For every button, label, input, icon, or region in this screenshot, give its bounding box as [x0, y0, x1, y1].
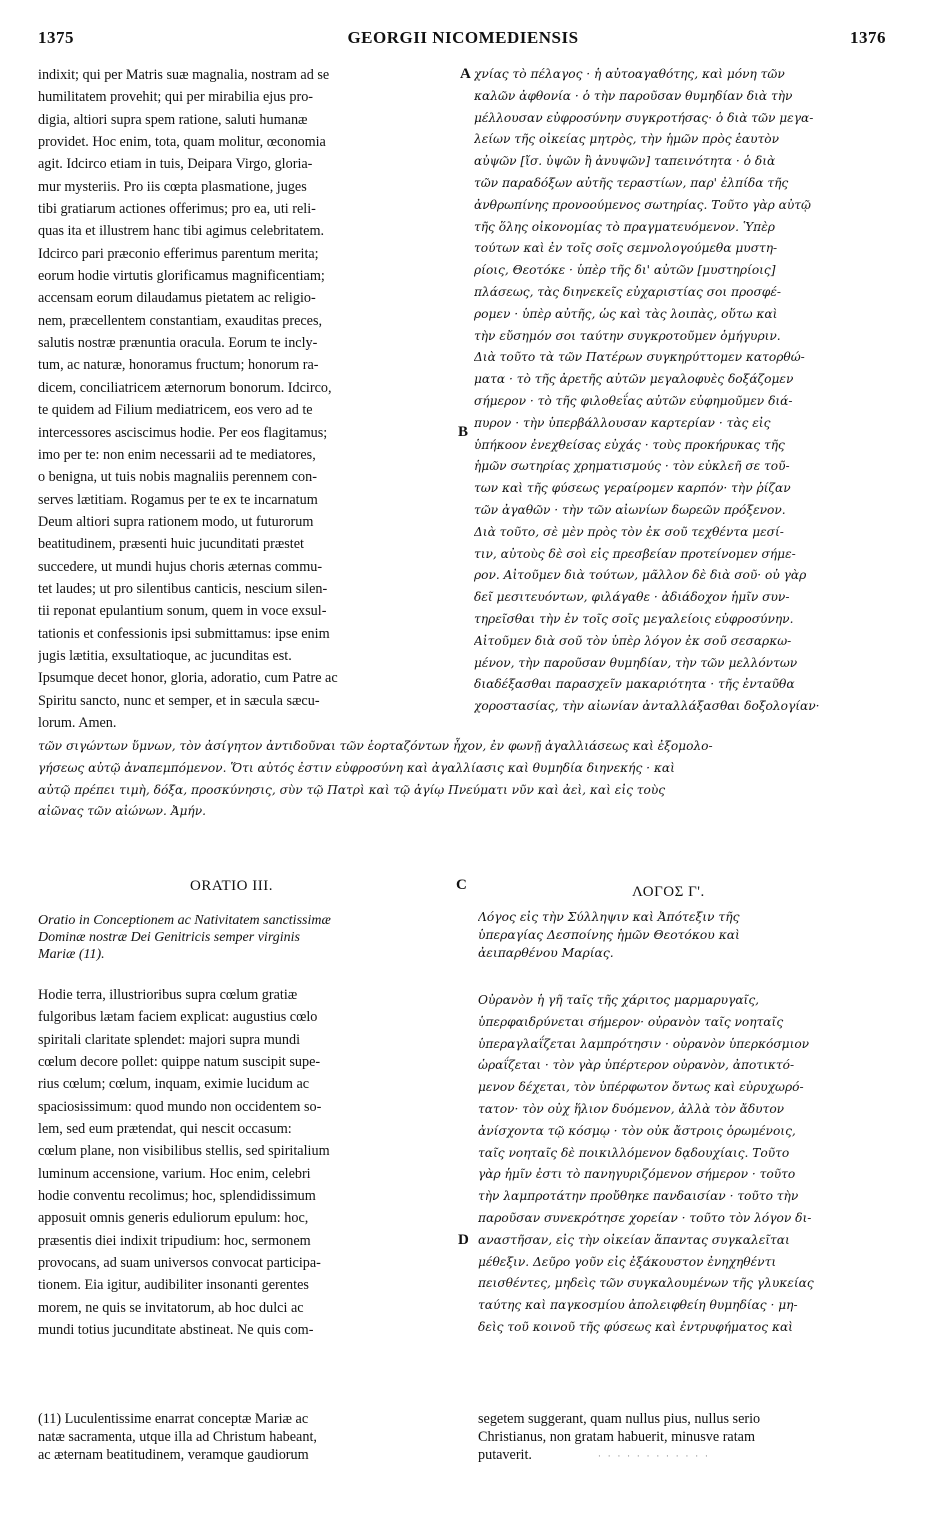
margin-letter-a: A	[460, 66, 471, 82]
greek-text-line: χνίας τὸ πέλαγος · ἡ αὐτοαγαθότης, καὶ μόνη τῶν	[474, 67, 785, 81]
greek-text-line: καλῶν ἀφθονία · ὁ τὴν παροῦσαν θυμηδίαν διὰ τὴν	[474, 88, 793, 103]
latin-subtitle-line: Mariæ (11).	[38, 947, 105, 962]
greek-text-line: ταῖς νοηταῖς δὲ ποικιλλόμενον δᾳδουχίαις. Τοῦτο	[478, 1145, 790, 1160]
oratio-greek-subtitle	[478, 908, 896, 962]
greek-text-line: ρομεν · ὑπὲρ αὐτῆς, ὡς καὶ τὰς λοιπὰς, οὕτω καὶ	[474, 306, 778, 321]
latin-text-line: Idcirco pari præconio efferimus parentum merita;	[38, 245, 319, 262]
latin-text-line: apposuit omnis generis eduliorum epulum: hoc,	[38, 1210, 309, 1227]
greek-text-line: γὰρ ἡμῖν ἐστι τὸ πανηγυριζόμενον σήμερον · τοῦτο	[478, 1167, 796, 1182]
greek-text-line: Διὰ τοῦτο τὰ τῶν Πατέρων συγκηρύττομεν κατορθώ-	[474, 350, 805, 365]
footnote-line: ac æternam beatitudinem, veramque gaudiorum	[38, 1447, 309, 1463]
latin-text-line: digia, altiori supra spem ratione, saluti humanæ	[38, 111, 308, 128]
latin-column-top	[38, 64, 458, 734]
running-title: GEORGII NICOMEDIENSIS	[347, 28, 579, 47]
latin-text-line: Ipsumque decet honor, gloria, adoratio, cum Patre ac	[38, 670, 338, 687]
oratio-greek-body	[478, 990, 896, 1339]
greek-text-line: πλάσεως, τὰς διηνεκεῖς εὐχαριστίας σοι προσφέ-	[474, 284, 781, 299]
greek-text-line: Αἰτοῦμεν διὰ σοῦ τὸν ὑπὲρ λόγον ἐκ σοῦ σεσαρκω-	[474, 633, 792, 648]
latin-subtitle-line: Oratio in Conceptionem ac Nativitatem sanctissimæ	[38, 913, 331, 928]
latin-text-line: salutis nostræ prænuntia oracula. Eorum te incly-	[38, 335, 318, 352]
greek-text-line: ἀνθρωπίνης προνοούμενος σωτηρίας. Τοῦτο γὰρ αὐτῷ	[474, 197, 811, 212]
page-number-left: 1375	[38, 28, 74, 47]
latin-text-line: te quidem ad Filium mediatricem, eos vero ad te	[38, 402, 313, 419]
latin-text-line: jugis lætitia, exsultatioque, ac jucunditas est.	[38, 647, 292, 664]
greek-text-line: τῶν σιγώντων ὕμνων, τὸν ἀσίγητον ἀντιδοῦναι τῶν ἑορταζόντων ἦχον, ἐν φωνῇ ἀγαλλιάσεως καὶ ἐξομολο-	[38, 739, 713, 753]
footnote-line: segetem suggerant, quam nullus pius, nullus serio	[478, 1411, 761, 1427]
latin-text-line: mundi totius jucunditate abstineat. Ne quis com-	[38, 1322, 314, 1339]
latin-text-line: beatitudinem, præsenti huic jucunditati præstet	[38, 536, 304, 553]
latin-text-line: fulgoribus lætam faciem explicat: augustius cœlo	[38, 1009, 318, 1026]
oratio-latin-subtitle	[38, 912, 458, 963]
greek-text-line: τηρεῖσθαι τὴν ἐν τοῖς σοῖς μεγαλείοις εὐφροσύνην.	[474, 611, 794, 626]
latin-text-line: lorum. Amen.	[38, 714, 117, 731]
greek-text-line: ταύτης καὶ παγκοσμίου ἀπολειφθείη θυμηδίας · μη-	[478, 1298, 798, 1313]
greek-text-line: ρίοις, Θεοτόκε · ὑπὲρ τῆς δι' αὐτῶν [μυστηρίοις]	[474, 263, 776, 278]
greek-text-line: τιν, αὐτοὺς δὲ σοὶ εἰς πρεσβείαν προτείνομεν σήμε-	[474, 546, 796, 561]
latin-text-line: provocans, ad suam universos convocat participa-	[38, 1255, 321, 1272]
greek-text-line: των καὶ τῆς φύσεως γεραίρομεν καρπόν· τὴν ῥίζαν	[474, 481, 791, 496]
greek-text-line: διαδέξασθαι παρασχεῖν μακαριότητα · τῆς ἐνταῦθα	[474, 677, 795, 692]
greek-text-line: μέλλουσαν εὐφροσύνην συγκροτήσας· ὁ διὰ τῶν μεγα-	[474, 110, 814, 125]
greek-text-line: γήσεως αὐτῷ ἀναπεμπόμενον. Ὅτι αὐτός ἐστιν εὐφροσύνη καὶ ἀγαλλίασις καὶ θυμηδία διηνεκής · καὶ	[38, 760, 675, 775]
latin-text-line: cœlum plane, non visibilibus stellis, sed spiritalium	[38, 1143, 330, 1160]
greek-text-line: αὐψῶν [ἴσ. ὑψῶν ἢ ἀνυψῶν] ταπεινότητα · ὁ διὰ	[474, 154, 776, 169]
greek-text-line: Διὰ τοῦτο, σὲ μὲν πρὸς τὸν ἐκ σοῦ τεχθέντα μεσί-	[474, 524, 784, 539]
margin-letter-b: B	[458, 424, 469, 440]
greek-text-line: μενον δέχεται, τὸν ὑπέρφωτον ὄντως καὶ εὐρυχωρό-	[478, 1080, 804, 1095]
greek-full-width-paragraph	[38, 736, 894, 823]
greek-text-line: ὑπεραγλαΐζεται λαμπρότησιν · οὐρανὸν ὑπερκόσμιον	[478, 1036, 810, 1051]
latin-subtitle-line: Dominæ nostræ Dei Genitricis semper virginis	[38, 930, 300, 945]
greek-text-line: σήμερον · τὸ τῆς φιλοθεΐας αὐτῶν εὐφημοῦμεν διά-	[474, 393, 793, 408]
greek-text-line: ὑπήκοον ἐνεχθείσας εὐχάς · τοὺς προκήρυκας τῆς	[474, 437, 785, 452]
greek-text-line: τατον· τὸν οὐχ ἥλιον δυόμενον, ἀλλὰ τὸν ἄδυτον	[478, 1101, 785, 1116]
page-number-right: 1376	[850, 28, 886, 47]
greek-text-line: αὐτῷ πρέπει τιμὴ, δόξα, προσκύνησις, σὺν τῷ Πατρὶ καὶ τῷ ἁγίῳ Πνεύματι νῦν καὶ ἀεὶ, καὶ εἰς τοὺς	[38, 782, 666, 797]
latin-text-line: tii reponat epulantium sonum, quem in voce exsul-	[38, 603, 327, 620]
latin-text-line: dicem, conciliatricem æternorum bonorum. Idcirco,	[38, 379, 332, 396]
greek-text-line: χοροστασίας, τὴν αἰωνίαν ἀνταλλάξασθαι δοξολογίαν·	[474, 699, 820, 714]
greek-text-line: Οὐρανὸν ἡ γῆ ταῖς τῆς χάριτος μαρμαρυγαῖς,	[478, 993, 760, 1007]
latin-text-line: Hodie terra, illustrioribus supra cœlum gratiæ	[38, 987, 298, 1003]
footnote-left	[38, 1410, 458, 1464]
greek-text-line: ματα · τὸ τῆς ἀρετῆς αὐτῶν μεγαλοφυὲς δοξάζομεν	[474, 372, 794, 387]
latin-text-line: succedere, ut mundi hujus choris æternas commu-	[38, 558, 323, 575]
footnote-line: Christianus, non gratam habuerit, minusve ratam	[478, 1429, 755, 1445]
latin-text-line: tionem. Eia igitur, audibiliter insonanti gerentes	[38, 1277, 309, 1294]
margin-letter-c: C	[456, 877, 467, 893]
oratio-latin-body	[38, 984, 458, 1342]
greek-text-line: δεῖ μεσιτευόντων, φιλάγαθε · ἀδιάδοχον ἡμῖν συν-	[474, 590, 790, 605]
latin-text-line: agit. Idcirco etiam in tuis, Deipara Virgo, gloria-	[38, 156, 313, 173]
footnote-line: natæ sacramenta, utque illa ad Christum habeant,	[38, 1429, 317, 1445]
greek-text-line: ρον. Αἰτοῦμεν διὰ τούτων, μᾶλλον δὲ διὰ σοῦ· οὐ γὰρ	[474, 568, 807, 583]
latin-text-line: hodie conventu recolimus; hoc, splendidissimum	[38, 1188, 316, 1205]
greek-text-line: αἰῶνας τῶν αἰώνων. Ἀμήν.	[38, 804, 207, 819]
greek-text-line: λείων τῆς οἰκείας μητρὸς, τὴν ἡμῶν πρὸς ἑαυτὸν	[474, 132, 780, 147]
latin-text-line: mur mysteriis. Pro iis cœpta plasmatione, juges	[38, 178, 307, 195]
latin-text-line: o benigna, ut tuis nobis magnaliis perennem con-	[38, 469, 317, 486]
latin-text-line: eorum hodie virtutis glorificamus magnificentiam;	[38, 268, 325, 285]
greek-text-line: πυρον · τὴν ὑπερβάλλουσαν καρτερίαν · τὰς εἰς	[474, 415, 771, 430]
greek-text-line: ἀνίσχοντα τῷ κόσμῳ · τὸν οὐκ ἄστροις ὁρωμένοις,	[478, 1123, 796, 1138]
greek-subtitle-line: Λόγος εἰς τὴν Σύλληψιν καὶ Ἀπότεξιν τῆς	[478, 910, 740, 924]
greek-text-line: ὑπερφαιδρύνεται σήμερον· οὐρανὸν ταῖς νοηταῖς	[478, 1014, 784, 1029]
footnote-line: putaverit.	[478, 1447, 532, 1463]
greek-text-line: μέθεξιν. Δεῦρο γοῦν εἰς ἐξάκουστον ἐνηχηθέντι	[478, 1254, 777, 1269]
footnote-line: (11) Luculentissime enarrat conceptæ Mariæ ac	[38, 1411, 309, 1427]
latin-text-line: accensam eorum dilaudamus pietatem ac religio-	[38, 290, 316, 307]
latin-text-line: morem, ne quis se invitatorum, ab hoc dulci ac	[38, 1299, 304, 1316]
latin-text-line: cœlum decore pollet: quippe natum suscipit supe-	[38, 1054, 321, 1071]
latin-text-line: serves lætitiam. Rogamus per te ex te incarnatum	[38, 491, 318, 508]
latin-text-line: providet. Hoc enim, tota, quam molitur, œconomia	[38, 134, 326, 151]
greek-text-line: πεισθέντες, μηδεὶς τῶν συγκαλουμένων τῆς γλυκείας	[478, 1276, 814, 1291]
oratio-greek-title: ΛΟΓΟΣ Γ'.	[632, 884, 705, 900]
greek-text-line: παροῦσαν συνεκρότησε χορείαν · τοῦτο τὸν λόγον δι-	[478, 1210, 812, 1225]
latin-text-line: indixit; qui per Matris suæ magnalia, nostram ad se	[38, 67, 330, 83]
latin-text-line: tationis et confessionis ipsi submittamus: ipse enim	[38, 625, 330, 642]
greek-text-line: τῶν ἀγαθῶν · τὴν τῶν αἰωνίων δωρεῶν πρόξενον.	[474, 502, 786, 517]
greek-subtitle-line: ἀειπαρθένου Μαρίας.	[478, 946, 614, 960]
greek-column-top	[474, 64, 894, 718]
greek-text-line: τῆς ὅλης οἰκονομίας τὸ πραγματευόμενον. Ὑπὲρ	[474, 219, 775, 234]
greek-subtitle-line: ὑπεραγίας Δεσποίνης ἡμῶν Θεοτόκου καὶ	[478, 928, 740, 942]
latin-text-line: præsentis diei indixit tripudium: hoc, sermonem	[38, 1232, 311, 1249]
greek-text-line: τὴν λαμπροτάτην προὔθηκε πανδαισίαν · τοῦτο τὴν	[478, 1189, 799, 1204]
latin-text-line: luminum accensione, varium. Hoc enim, celebri	[38, 1165, 311, 1182]
latin-text-line: tet laudes; ut pro silentibus canticis, nescium silen-	[38, 580, 328, 597]
latin-text-line: rius cœlum; cœlum, inquam, eximie lucidum ac	[38, 1076, 310, 1093]
latin-text-line: quas ita et illustrem hanc tibi agimus celebritatem.	[38, 223, 325, 240]
latin-text-line: spaciosissimum: quod mundo non occidentem so-	[38, 1098, 322, 1115]
oratio-latin-title: ORATIO III.	[190, 878, 273, 894]
margin-letter-d: D	[458, 1232, 469, 1248]
greek-text-line: δεὶς τοῦ κοινοῦ τῆς φύσεως καὶ ἐντρυφήματος καὶ	[478, 1319, 793, 1334]
greek-text-line: τούτων καὶ ἐν τοῖς σοῖς σεμνολογούμεθα μυστη-	[474, 241, 778, 256]
greek-text-line: ἡμῶν σωτηρίας χρηματισμούς · τὸν εὐκλεῆ σε τοῦ-	[474, 459, 790, 474]
latin-text-line: Deum altiori supra rationem modo, ut futurorum	[38, 513, 314, 530]
latin-text-line: nem, præcellentem constantiam, exauditas preces,	[38, 312, 323, 329]
latin-text-line: tum, ac naturæ, honoramus fructum; honorum ra-	[38, 357, 319, 374]
greek-text-line: τὴν εὔσημόν σοι ταύτην συγκροτοῦμεν ὁμήγυριν.	[474, 328, 781, 343]
greek-text-line: αναστῆσαν, εἰς τὴν οἰκείαν ἅπαντας συγκαλεῖται	[478, 1232, 790, 1247]
latin-text-line: intercessores asciscimus hodie. Per eos flagitamus;	[38, 424, 328, 441]
latin-text-line: lem, sed eum prætendat, qui nescit occasum:	[38, 1121, 292, 1138]
greek-text-line: ὡραΐζεται · τὸν γὰρ ὑπέρτερον οὐρανὸν, ἀποτικτό-	[478, 1058, 795, 1073]
print-specks: · · · · · · · · · · · ·	[598, 1452, 710, 1462]
latin-text-line: tibi gratiarum actiones offerimus; pro ea, uti reli-	[38, 201, 316, 218]
latin-text-line: humilitatem provehit; qui per mirabilia ejus pro-	[38, 89, 314, 106]
latin-text-line: Spiritu sancto, nunc et semper, et in sæcula sæcu-	[38, 692, 320, 709]
greek-text-line: τῶν παραδόξων αὐτῆς τεραστίων, παρ' ἐλπίδα τῆς	[474, 175, 789, 190]
greek-text-line: μένον, τὴν παροῦσαν θυμηδίαν, τὴν τῶν μελλόντων	[474, 655, 798, 670]
latin-text-line: spiritali claritate splendet: majori supra mundi	[38, 1031, 301, 1048]
latin-text-line: imo per te: non enim necessarii ad te mediatores,	[38, 446, 316, 463]
